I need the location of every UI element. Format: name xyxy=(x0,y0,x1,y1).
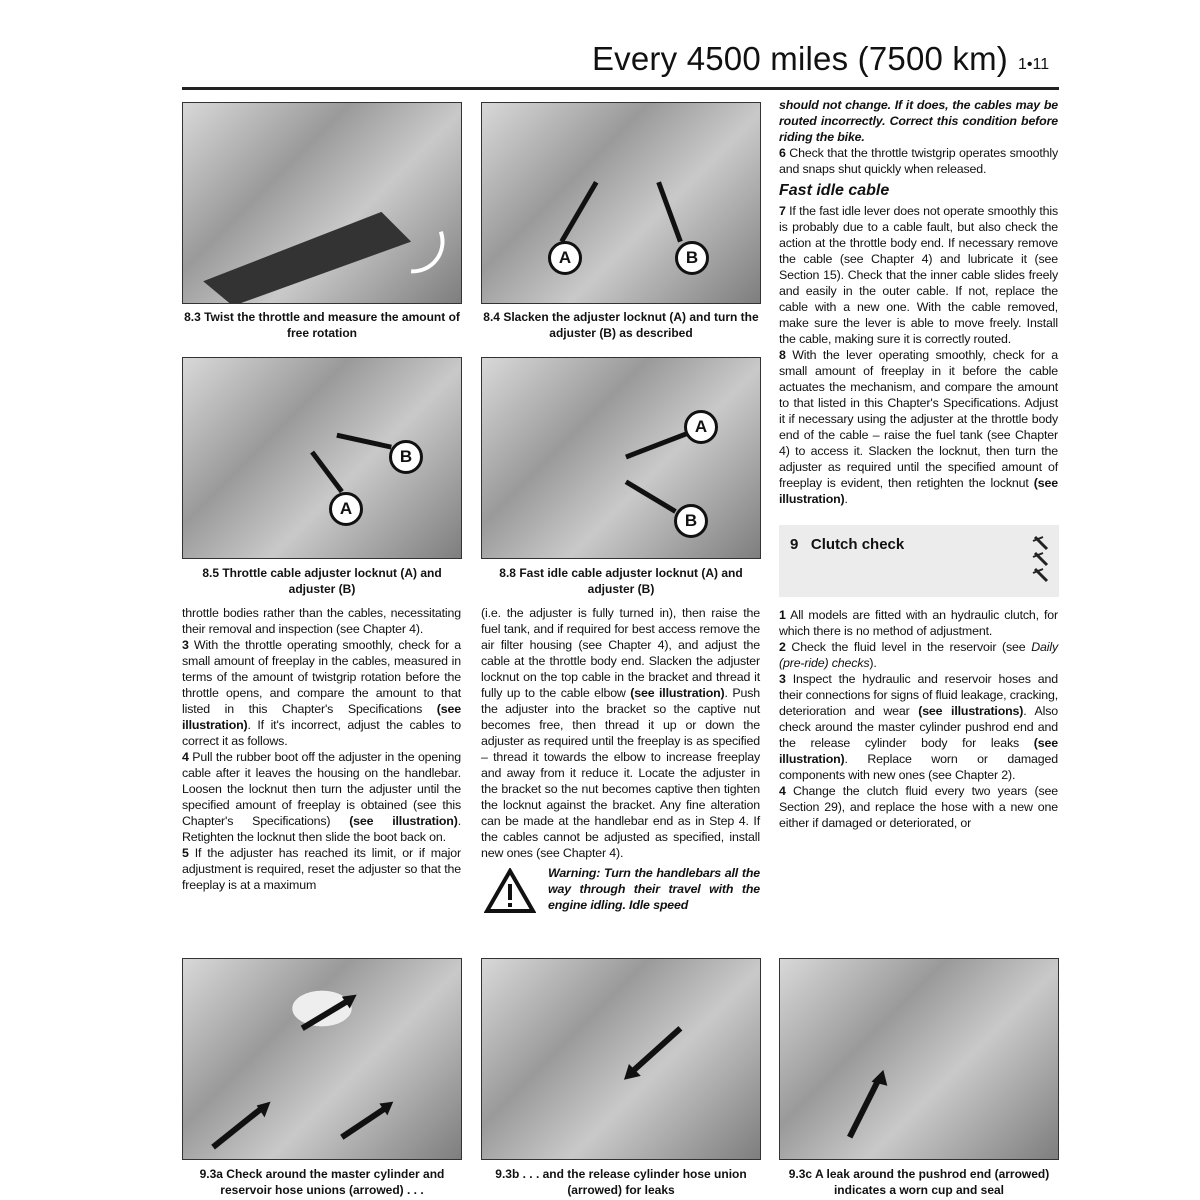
text-run: With the throttle operating smoothly, check for a small amount of freeplay in the cables, measured in terms of the amount of twistgrip rotation before the throttle opens, and compare the amount to that listed in this Chapter's Specifications xyxy=(182,638,461,716)
text-run: (see illustration) xyxy=(779,476,1058,506)
paragraph xyxy=(779,347,1058,507)
text-run: (see illustration) xyxy=(630,686,725,700)
text-run: Change the clutch fluid every two years (see Section 29), and replace the hose with a new one either if damaged or deteriorated, or xyxy=(779,784,1058,830)
text-column-1-wrap xyxy=(182,605,461,893)
paragraph xyxy=(779,671,1058,783)
paragraph xyxy=(481,605,760,861)
figure-caption-8-4: 8.4 Slacken the adjuster locknut (A) and turn the adjuster (B) as described xyxy=(483,310,759,340)
text-run: If the adjuster has reached its limit, or if major adjustment is required, reset the adjuster so that the freeplay is at a maximum xyxy=(182,846,461,892)
callout-b: B xyxy=(675,241,709,275)
text-run: (i.e. the adjuster is fully turned in), then raise the fuel tank, and if required for best access remove the air filter housing (see Chapter 4), and adjust the cable at the throttle body end. Slacken the adjuster locknut on the top cable in the bracket and thread it fully up to the cable elbow xyxy=(481,606,760,700)
paragraph xyxy=(779,183,1058,199)
paragraph xyxy=(182,749,461,845)
text-run: ). xyxy=(869,656,877,670)
photo-master-cylinder xyxy=(182,958,462,1160)
callout-b: B xyxy=(674,504,708,538)
spanner-difficulty-icon xyxy=(1029,533,1053,589)
text-column-3-top xyxy=(779,97,1058,507)
text-run: 4 xyxy=(182,750,189,764)
text-run: If the fast idle lever does not operate smoothly this is probably due to a cable fault, but also check the action at the throttle body end. If necessary remove the cable (see Chapter 4) and lubricate it (see Section 15). Check that the inner cable slides freely and easily in the outer cable. If not, replace the cable with a new one. With the cable removed, make sure the lever is able to move freely. Install the cable, making sure it is correctly routed. xyxy=(779,204,1058,346)
paragraph xyxy=(779,639,1058,671)
callout-a: A xyxy=(548,241,582,275)
subheading: Fast idle cable xyxy=(779,182,890,199)
text-column-3-bottom xyxy=(779,607,1058,831)
warning-triangle-icon xyxy=(484,868,536,914)
section-heading-box xyxy=(779,525,1059,597)
page-header-title: Every 4500 miles (7500 km) xyxy=(591,40,1008,77)
text-run: 3 xyxy=(182,638,189,652)
text-run: (see illustration) xyxy=(182,702,461,732)
text-run: (see illustration) xyxy=(779,736,1058,766)
paragraph xyxy=(182,605,461,637)
text-run: . If it's incorrect, adjust the cables to correct it as follows. xyxy=(182,718,461,748)
text-column-2 xyxy=(481,605,760,861)
text-column-1 xyxy=(182,605,461,893)
text-column-3-wrap xyxy=(779,97,1058,831)
figure-caption-9-3b: 9.3b . . . and the release cylinder hose union (arrowed) for leaks xyxy=(495,1167,747,1197)
page-number: 1•11 xyxy=(1018,56,1050,73)
photo-adjuster-locknut xyxy=(481,102,761,304)
section-title: Clutch check xyxy=(810,536,905,553)
paragraph xyxy=(779,97,1058,145)
photo-pushrod-end xyxy=(779,958,1059,1160)
figure-caption-8-5: 8.5 Throttle cable adjuster locknut (A) and adjuster (B) xyxy=(202,566,442,596)
paragraph xyxy=(182,637,461,749)
text-run: . Push the adjuster into the bracket so the captive nut becomes free, then thread it up or down the adjuster as required until the freeplay is as specified – thread it towards the elbow to increase freeplay and away from it reduce it. Locate the adjuster in the bracket so the nut becomes captive then tighten the locknut against the bracket. Any fine alteration can be made at the handlebar end as in Step 4. If the cables cannot be adjusted as specified, install new ones (see Chapter 4). xyxy=(481,686,760,860)
section-heading xyxy=(790,536,904,553)
text-run: 1 xyxy=(779,608,786,622)
callout-a: A xyxy=(329,492,363,526)
text-run: Check the fluid level in the reservoir (see xyxy=(785,640,1032,654)
text-run: 8 xyxy=(779,348,786,362)
text-run: should not change. If it does, the cables may be routed incorrectly. Correct this condition before riding the bike. xyxy=(779,98,1058,144)
text-run: All models are fitted with an hydraulic clutch, for which there is no method of adjustment. xyxy=(779,608,1058,638)
callout-a: A xyxy=(684,410,718,444)
figure-caption-9-3c: 9.3c A leak around the pushrod end (arrowed) indicates a worn cup and seal xyxy=(788,1167,1050,1197)
figure-caption-8-3: 8.3 Twist the throttle and measure the amount of free rotation xyxy=(184,310,460,340)
photo-release-cylinder xyxy=(481,958,761,1160)
paragraph xyxy=(779,783,1058,831)
text-run: Inspect the hydraulic and reservoir hoses and their connections for signs of fluid leakage, cracking, deterioration and wear xyxy=(779,672,1058,718)
text-run: 7 xyxy=(779,204,786,218)
text-run: (see illustrations) xyxy=(918,704,1024,718)
text-run: . Replace worn or damaged components with new ones (see Chapter 2). xyxy=(779,752,1058,782)
text-column-2-wrap xyxy=(481,605,760,914)
text-run: 3 xyxy=(779,672,786,686)
paragraph xyxy=(779,145,1058,177)
figure-caption-8-8: 8.8 Fast idle cable adjuster locknut (A) and adjuster (B) xyxy=(499,566,743,596)
photo-fast-idle-adjuster xyxy=(481,357,761,559)
text-run: 2 xyxy=(779,640,786,654)
text-run: . Also check around the master cylinder pushrod end and the release cylinder body for leaks xyxy=(779,704,1058,750)
text-run: . Retighten the locknut then slide the boot back on. xyxy=(182,814,461,844)
text-run: Daily (pre-ride) checks xyxy=(779,640,1058,670)
photo-throttle-twistgrip xyxy=(182,102,462,304)
text-run: 6 xyxy=(779,146,786,160)
text-run: 5 xyxy=(182,846,189,860)
photo-throttle-cable-adjuster xyxy=(182,357,462,559)
paragraph xyxy=(182,845,461,893)
figure-caption-9-3a: 9.3a Check around the master cylinder and reservoir hose unions (arrowed) . . . xyxy=(199,1167,445,1197)
paragraph xyxy=(779,203,1058,347)
text-run: With the lever operating smoothly, check for a small amount of freeplay in it before the cable actuates the mechanism, and compare the amount to that listed in this Chapter's Specifications. Adjust it if necessary using the adjuster at the throttle body end of the cable – raise the fuel tank (see Chapter 4) to access it. Slacken the locknut, then turn the adjuster as required until the specified amount of freeplay is evident, then retighten the locknut xyxy=(779,348,1058,490)
text-run: 4 xyxy=(779,784,786,798)
warning-block xyxy=(481,865,760,914)
text-run: throttle bodies rather than the cables, necessitating their removal and inspection (see Chapter 4). xyxy=(182,606,461,636)
text-run: (see illustration) xyxy=(349,814,458,828)
callout-b: B xyxy=(389,440,423,474)
header-rule xyxy=(182,87,1059,90)
text-run: . xyxy=(844,492,848,506)
paragraph xyxy=(779,607,1058,639)
text-run: Pull the rubber boot off the adjuster in the opening cable after it leaves the housing on the handlebar. Loosen the locknut then turn the adjuster until the specified amount of freeplay is obtained (see this Chapter's Specifications) xyxy=(182,750,461,828)
warning-text: Warning: Turn the handlebars all the way through their travel with the engine idling. Idle speed xyxy=(548,866,760,912)
text-run: Check that the throttle twistgrip operates smoothly and snaps shut quickly when released. xyxy=(779,146,1058,176)
section-number: 9 xyxy=(790,536,799,553)
